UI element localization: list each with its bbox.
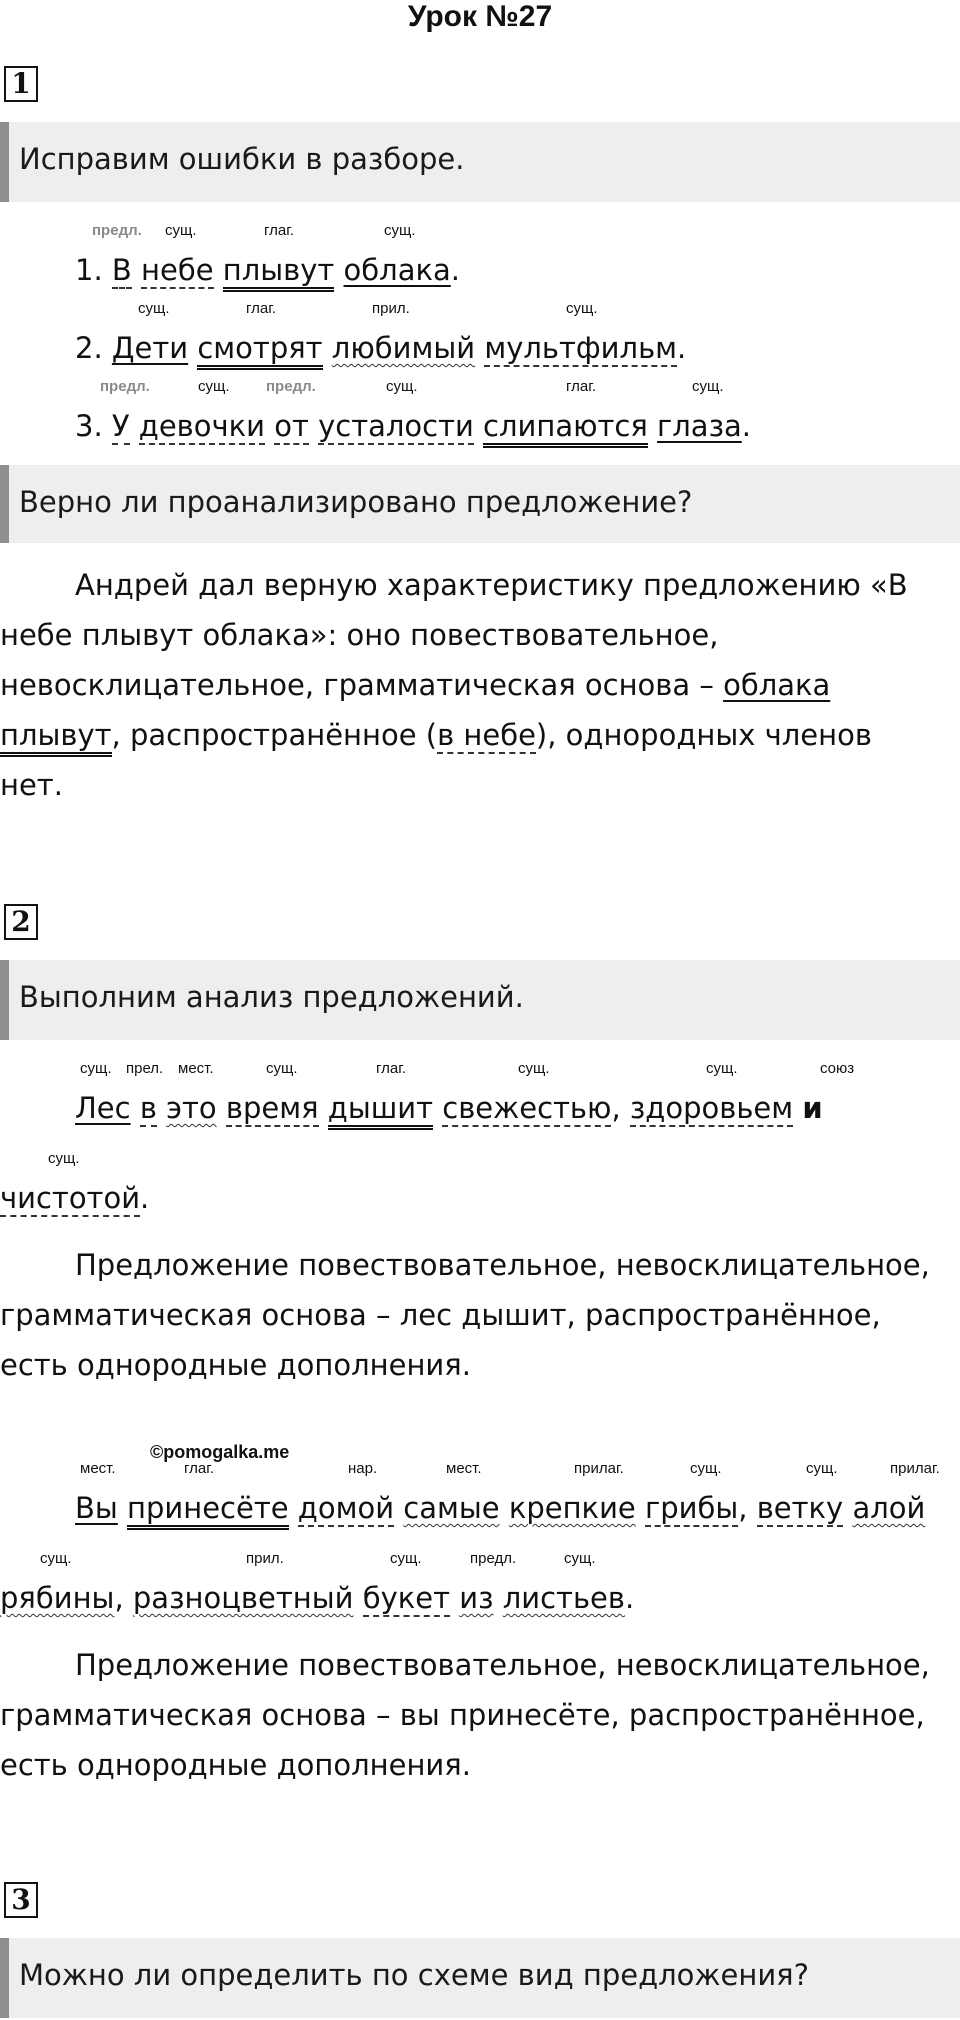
word: рябины <box>0 1581 115 1615</box>
ann-sushch: сущ. <box>80 1060 112 1077</box>
ann-sushch: сущ. <box>566 300 598 317</box>
ann-predl: предл. <box>92 222 142 239</box>
word: это <box>166 1091 217 1125</box>
para-predicate: плывут <box>0 718 112 757</box>
task-1-heading-bar <box>0 122 960 202</box>
answer-paragraph-3 <box>0 1640 960 1790</box>
task-2-heading: Выполним анализ предложений. <box>19 980 524 1014</box>
ann-sushch: сущ. <box>386 378 418 395</box>
ann-predl: предл. <box>100 378 150 395</box>
para-subject: облака <box>723 668 831 702</box>
word: крепкие <box>508 1491 636 1525</box>
para-line: грамматическая основа – лес дышит, распространённое, <box>0 1298 881 1332</box>
word: Лес <box>75 1091 131 1125</box>
sentence-1 <box>75 252 460 288</box>
watermark: ©pomogalka.me <box>150 1442 290 1462</box>
word: усталости <box>318 409 474 443</box>
word: дышит <box>328 1091 433 1130</box>
word: листьев <box>502 1581 625 1615</box>
question-text: Верно ли проанализировано предложение? <box>19 485 693 519</box>
ann-nar: нар. <box>348 1460 378 1477</box>
punct: . <box>624 1581 635 1615</box>
para-line: есть однородные дополнения. <box>0 1348 471 1382</box>
sentence-a <box>75 1090 823 1126</box>
para-line <box>0 710 960 760</box>
ann-sushch: сущ. <box>198 378 230 395</box>
word: от <box>274 409 309 443</box>
para-text: , распространённое ( <box>111 718 438 752</box>
task-2-heading-bar <box>0 960 960 1040</box>
task-3-heading-bar <box>0 1938 960 2018</box>
sentence-a-cont <box>0 1180 149 1216</box>
sentence-2 <box>75 330 686 366</box>
word: домой <box>297 1491 395 1525</box>
sentence-3 <box>75 408 751 444</box>
para-text: невосклицательное, грамматическая основа – <box>0 668 724 702</box>
ann-sushch: сущ. <box>165 222 197 239</box>
para-line: Предложение повествовательное, невосклицательное, <box>75 1248 930 1282</box>
ann-mest: мест. <box>446 1460 482 1477</box>
question-bar <box>0 465 960 543</box>
word: самые <box>403 1491 500 1525</box>
para-text: ), однородных членов <box>535 718 872 752</box>
ann-sushch: сущ. <box>690 1460 722 1477</box>
ann-prilag: прилаг. <box>574 1460 624 1477</box>
punct: . <box>741 409 751 443</box>
task-3-heading: Можно ли определить по схеме вид предложения? <box>19 1958 810 1992</box>
punct: . <box>140 1181 150 1215</box>
word: смотрят <box>197 331 322 370</box>
word: чистотой <box>0 1181 141 1215</box>
sentence-prefix: 1. <box>75 253 103 287</box>
ann-sushch: сущ. <box>518 1060 550 1077</box>
ann-predl: предл. <box>470 1550 517 1567</box>
word: девочки <box>138 409 266 443</box>
ann-sushch: сущ. <box>692 378 724 395</box>
sentence-b <box>75 1490 925 1526</box>
para-line: небе плывут облака»: оно повествовательное, <box>0 618 719 652</box>
ann-sushch: сущ. <box>564 1550 596 1567</box>
word: здоровьем <box>629 1091 794 1125</box>
ann-glag: глаг. <box>246 300 277 317</box>
punct: , <box>738 1491 748 1525</box>
para-line: Предложение повествовательное, невосклицательное, <box>75 1648 930 1682</box>
word: любимый <box>331 331 476 365</box>
ann-predl: предл. <box>266 378 316 395</box>
word: и <box>802 1091 823 1125</box>
word: в <box>139 1091 157 1125</box>
word: слипаются <box>483 409 648 448</box>
ann-sushch: сущ. <box>40 1550 72 1567</box>
ann-mest: мест. <box>178 1060 214 1077</box>
para-line: нет. <box>0 768 63 802</box>
ann-sushch: сущ. <box>384 222 416 239</box>
ann-sushch: сущ. <box>390 1550 422 1567</box>
sentence-prefix: 2. <box>75 331 103 365</box>
word: Вы <box>75 1491 118 1525</box>
ann-glag: глаг. <box>376 1060 407 1077</box>
word: время <box>225 1091 319 1125</box>
word: свежестью <box>442 1091 612 1125</box>
task-number-1: 1 <box>4 66 38 102</box>
punct: , <box>611 1091 621 1125</box>
para-line: Андрей дал верную характеристику предложению «В <box>75 568 908 602</box>
word: плывут <box>223 253 335 292</box>
ann-prel: прел. <box>126 1060 164 1077</box>
page-title: Урок №27 <box>407 0 553 33</box>
word: букет <box>362 1581 450 1615</box>
ann-sushch: сущ. <box>266 1060 298 1077</box>
para-adverbial: в небе <box>437 718 536 752</box>
word: У <box>111 409 130 443</box>
word: из <box>459 1581 494 1615</box>
ann-prilag: прилаг. <box>890 1460 940 1477</box>
word: мультфильм <box>484 331 678 365</box>
word: принесёте <box>127 1491 289 1530</box>
word: глаза <box>657 409 742 443</box>
word: грибы <box>644 1491 739 1525</box>
task-number-2: 2 <box>4 904 38 940</box>
ann-soyuz: союз <box>820 1060 855 1077</box>
word: разноцветный <box>132 1581 354 1615</box>
ann-sushch: сущ. <box>138 300 170 317</box>
punct: , <box>114 1581 124 1615</box>
ann-pril: прил. <box>372 300 410 317</box>
punct: . <box>677 331 687 365</box>
answer-paragraph-1 <box>0 560 960 810</box>
para-line: грамматическая основа – вы принесёте, распространённое, <box>0 1698 925 1732</box>
word: облака <box>343 253 451 287</box>
answer-paragraph-2 <box>0 1240 960 1390</box>
punct: . <box>450 253 460 287</box>
para-line: есть однородные дополнения. <box>0 1748 471 1782</box>
ann-sushch: сущ. <box>48 1150 80 1167</box>
ann-glag: глаг. <box>184 1460 215 1477</box>
para-line <box>0 660 960 710</box>
word: В <box>111 253 132 287</box>
ann-glag: глаг. <box>264 222 295 239</box>
ann-glag: глаг. <box>566 378 597 395</box>
ann-sushch: сущ. <box>806 1460 838 1477</box>
task-number-3: 3 <box>4 1882 38 1918</box>
word: алой <box>852 1491 926 1525</box>
task-1-heading: Исправим ошибки в разборе. <box>19 142 465 176</box>
sentence-b-cont <box>0 1580 634 1616</box>
ann-sushch: сущ. <box>706 1060 738 1077</box>
word: ветку <box>756 1491 844 1525</box>
word: небе <box>141 253 214 287</box>
sentence-prefix: 3. <box>75 409 103 443</box>
word: Дети <box>111 331 189 365</box>
ann-mest: мест. <box>80 1460 116 1477</box>
ann-pril: прил. <box>246 1550 284 1567</box>
